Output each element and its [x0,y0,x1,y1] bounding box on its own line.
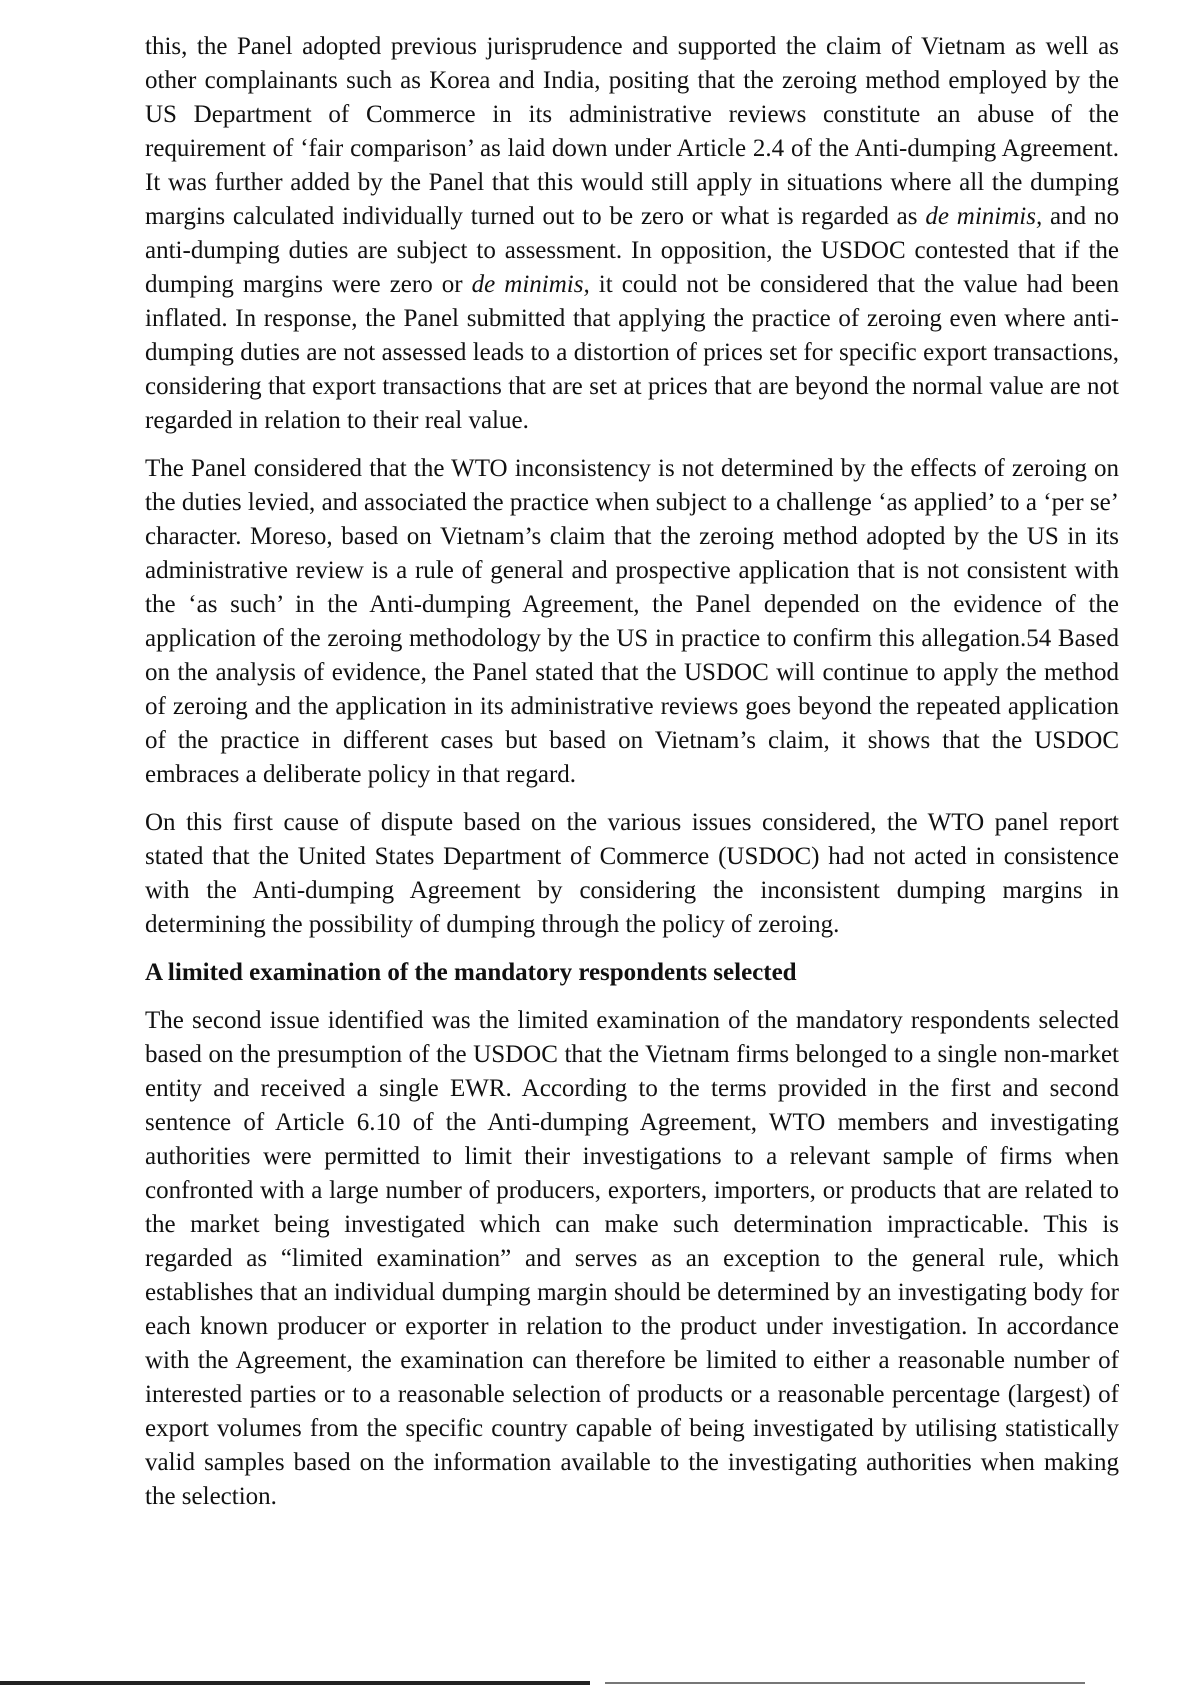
section-heading: A limited examination of the mandatory respondents selected [145,959,797,986]
paragraph-wto-inconsistency: The Panel considered that the WTO inconsistency is not determined by the effects of zeroing on the duties levied, and associated the practice when subject to a challenge ‘as applied’ to a ‘per se’ character. Moreso, based on Vietnam’s claim that the zeroing method adopted by the US in its administrative review is a rule of general and prospective application that is not consistent with the ‘as such’ in the Anti-dumping Agreement, the Panel depended on the evidence of the application of the zeroing methodology by the US in practice to confirm this allegation.54 Based on the analysis of evidence, the Panel stated that the USDOC will continue to apply the method of zeroing and the application in its administrative reviews goes beyond the repeated application of the practice in different cases but based on Vietnam’s claim, it shows that the USDOC embraces a deliberate policy in that regard. [145,455,1119,788]
document-page [145,30,1119,1528]
bottom-rule-light [605,1682,1085,1684]
paragraph-zeroing-fair-comparison: this, the Panel adopted previous jurisprudence and supported the claim of Vietnam as well as other complainants such as Korea and India, positing that the zeroing method employed by the US Department of Commerce in its administrative reviews constitute an abuse of the requirement of ‘fair comparison’ as laid down under Article 2.4 of the Anti-dumping Agreement. It was further added by the Panel that this would still apply in situations where all the dumping margins calculated individually turned out to be zero or what is regarded as de minimis, and no anti-dumping duties are subject to assessment. In opposition, the USDOC contested that if the dumping margins were zero or de minimis, it could not be considered that the value had been inflated. In response, the Panel submitted that applying the practice of zeroing even where anti-dumping duties are not assessed leads to a distortion of prices set for specific export transactions, considering that export transactions that are set at prices that are beyond the normal value are not regarded in relation to their real value. [145,33,1119,434]
paragraph-first-cause-conclusion: On this first cause of dispute based on the various issues considered, the WTO panel report stated that the United States Department of Commerce (USDOC) had not acted in consistence with the Anti-dumping Agreement by considering the inconsistent dumping margins in determining the possibility of dumping through the policy of zeroing. [145,809,1119,938]
page-bottom-border [0,1681,1191,1685]
bottom-rule-dark [0,1681,590,1685]
italic-term: de minimis, [471,271,590,298]
italic-term: de minimis, [925,203,1043,230]
paragraph-limited-examination: The second issue identified was the limited examination of the mandatory respondents selected based on the presumption of the USDOC that the Vietnam firms belonged to a single non-market entity and received a single EWR. According to the terms provided in the first and second sentence of Article 6.10 of the Anti-dumping Agreement, WTO members and investigating authorities were permitted to limit their investigations to a relevant sample of firms when confronted with a large number of producers, exporters, importers, or products that are related to the market being investigated which can make such determination impracticable. This is regarded as “limited examination” and serves as an exception to the general rule, which establishes that an individual dumping margin should be determined by an investigating body for each known producer or exporter in relation to the product under investigation. In accordance with the Agreement, the examination can therefore be limited to either a reasonable number of interested parties or to a reasonable selection of products or a reasonable percentage (largest) of export volumes from the specific country capable of being investigated by utilising statistically valid samples based on the information available to the investigating authorities when making the selection. [145,1007,1119,1510]
